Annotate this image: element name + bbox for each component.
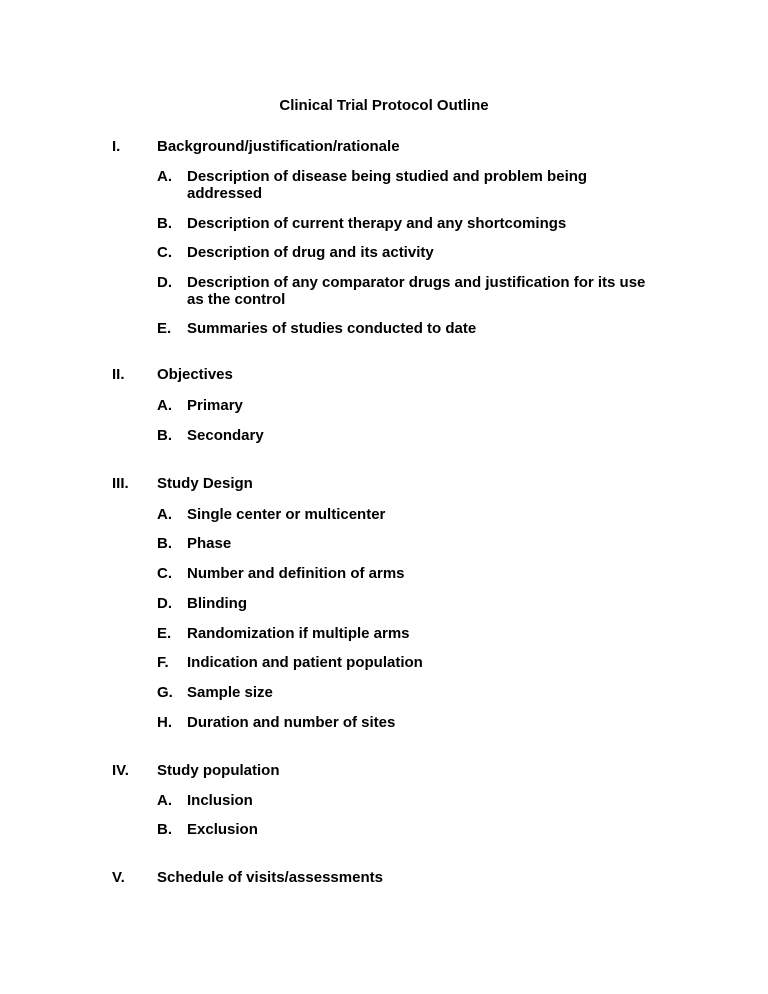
- section-heading: Study population: [157, 762, 280, 779]
- section-heading: Study Design: [157, 475, 253, 492]
- section-numeral: II.: [112, 366, 125, 383]
- item-text: Secondary: [187, 427, 264, 444]
- item-text: Description of disease being studied and problem being addressed: [187, 168, 588, 202]
- item-letter: E.: [157, 320, 172, 337]
- item-text: Description of current therapy and any shortcomings: [187, 215, 567, 232]
- item-letter: A.: [157, 792, 172, 809]
- item-text: Number and definition of arms: [187, 565, 405, 582]
- item-text: Randomization if multiple arms: [187, 625, 410, 642]
- item-letter: D.: [157, 274, 172, 291]
- item-letter: A.: [157, 506, 172, 523]
- item-text: Description of any comparator drugs and justification for its use as the control: [187, 274, 646, 308]
- item-text: Duration and number of sites: [187, 714, 396, 731]
- item-text: Description of drug and its activity: [187, 244, 434, 261]
- document-title: Clinical Trial Protocol Outline: [279, 97, 489, 114]
- item-text: Single center or multicenter: [187, 506, 386, 523]
- section-heading: Background/justification/rationale: [157, 138, 400, 155]
- item-text: Indication and patient population: [187, 654, 423, 671]
- item-text: Primary: [187, 397, 243, 414]
- item-text: Inclusion: [187, 792, 253, 809]
- section-numeral: I.: [112, 138, 121, 155]
- item-letter: E.: [157, 625, 172, 642]
- item-letter: A.: [157, 168, 172, 185]
- item-letter: B.: [157, 427, 172, 444]
- item-letter: B.: [157, 535, 172, 552]
- item-letter: F.: [157, 654, 169, 671]
- item-letter: C.: [157, 244, 172, 261]
- item-text: Sample size: [187, 684, 273, 701]
- item-text: Summaries of studies conducted to date: [187, 320, 477, 337]
- item-letter: A.: [157, 397, 172, 414]
- item-letter: B.: [157, 821, 172, 838]
- section-heading: Objectives: [157, 366, 233, 383]
- item-letter: B.: [157, 215, 172, 232]
- item-letter: H.: [157, 714, 172, 731]
- item-letter: D.: [157, 595, 172, 612]
- item-text: Exclusion: [187, 821, 258, 838]
- item-letter: C.: [157, 565, 172, 582]
- item-letter: G.: [157, 684, 173, 701]
- section-numeral: III.: [112, 475, 129, 492]
- item-text: Blinding: [187, 595, 247, 612]
- section-numeral: V.: [112, 869, 125, 886]
- section-numeral: IV.: [112, 762, 129, 779]
- section-heading: Schedule of visits/assessments: [157, 869, 383, 886]
- item-text: Phase: [187, 535, 232, 552]
